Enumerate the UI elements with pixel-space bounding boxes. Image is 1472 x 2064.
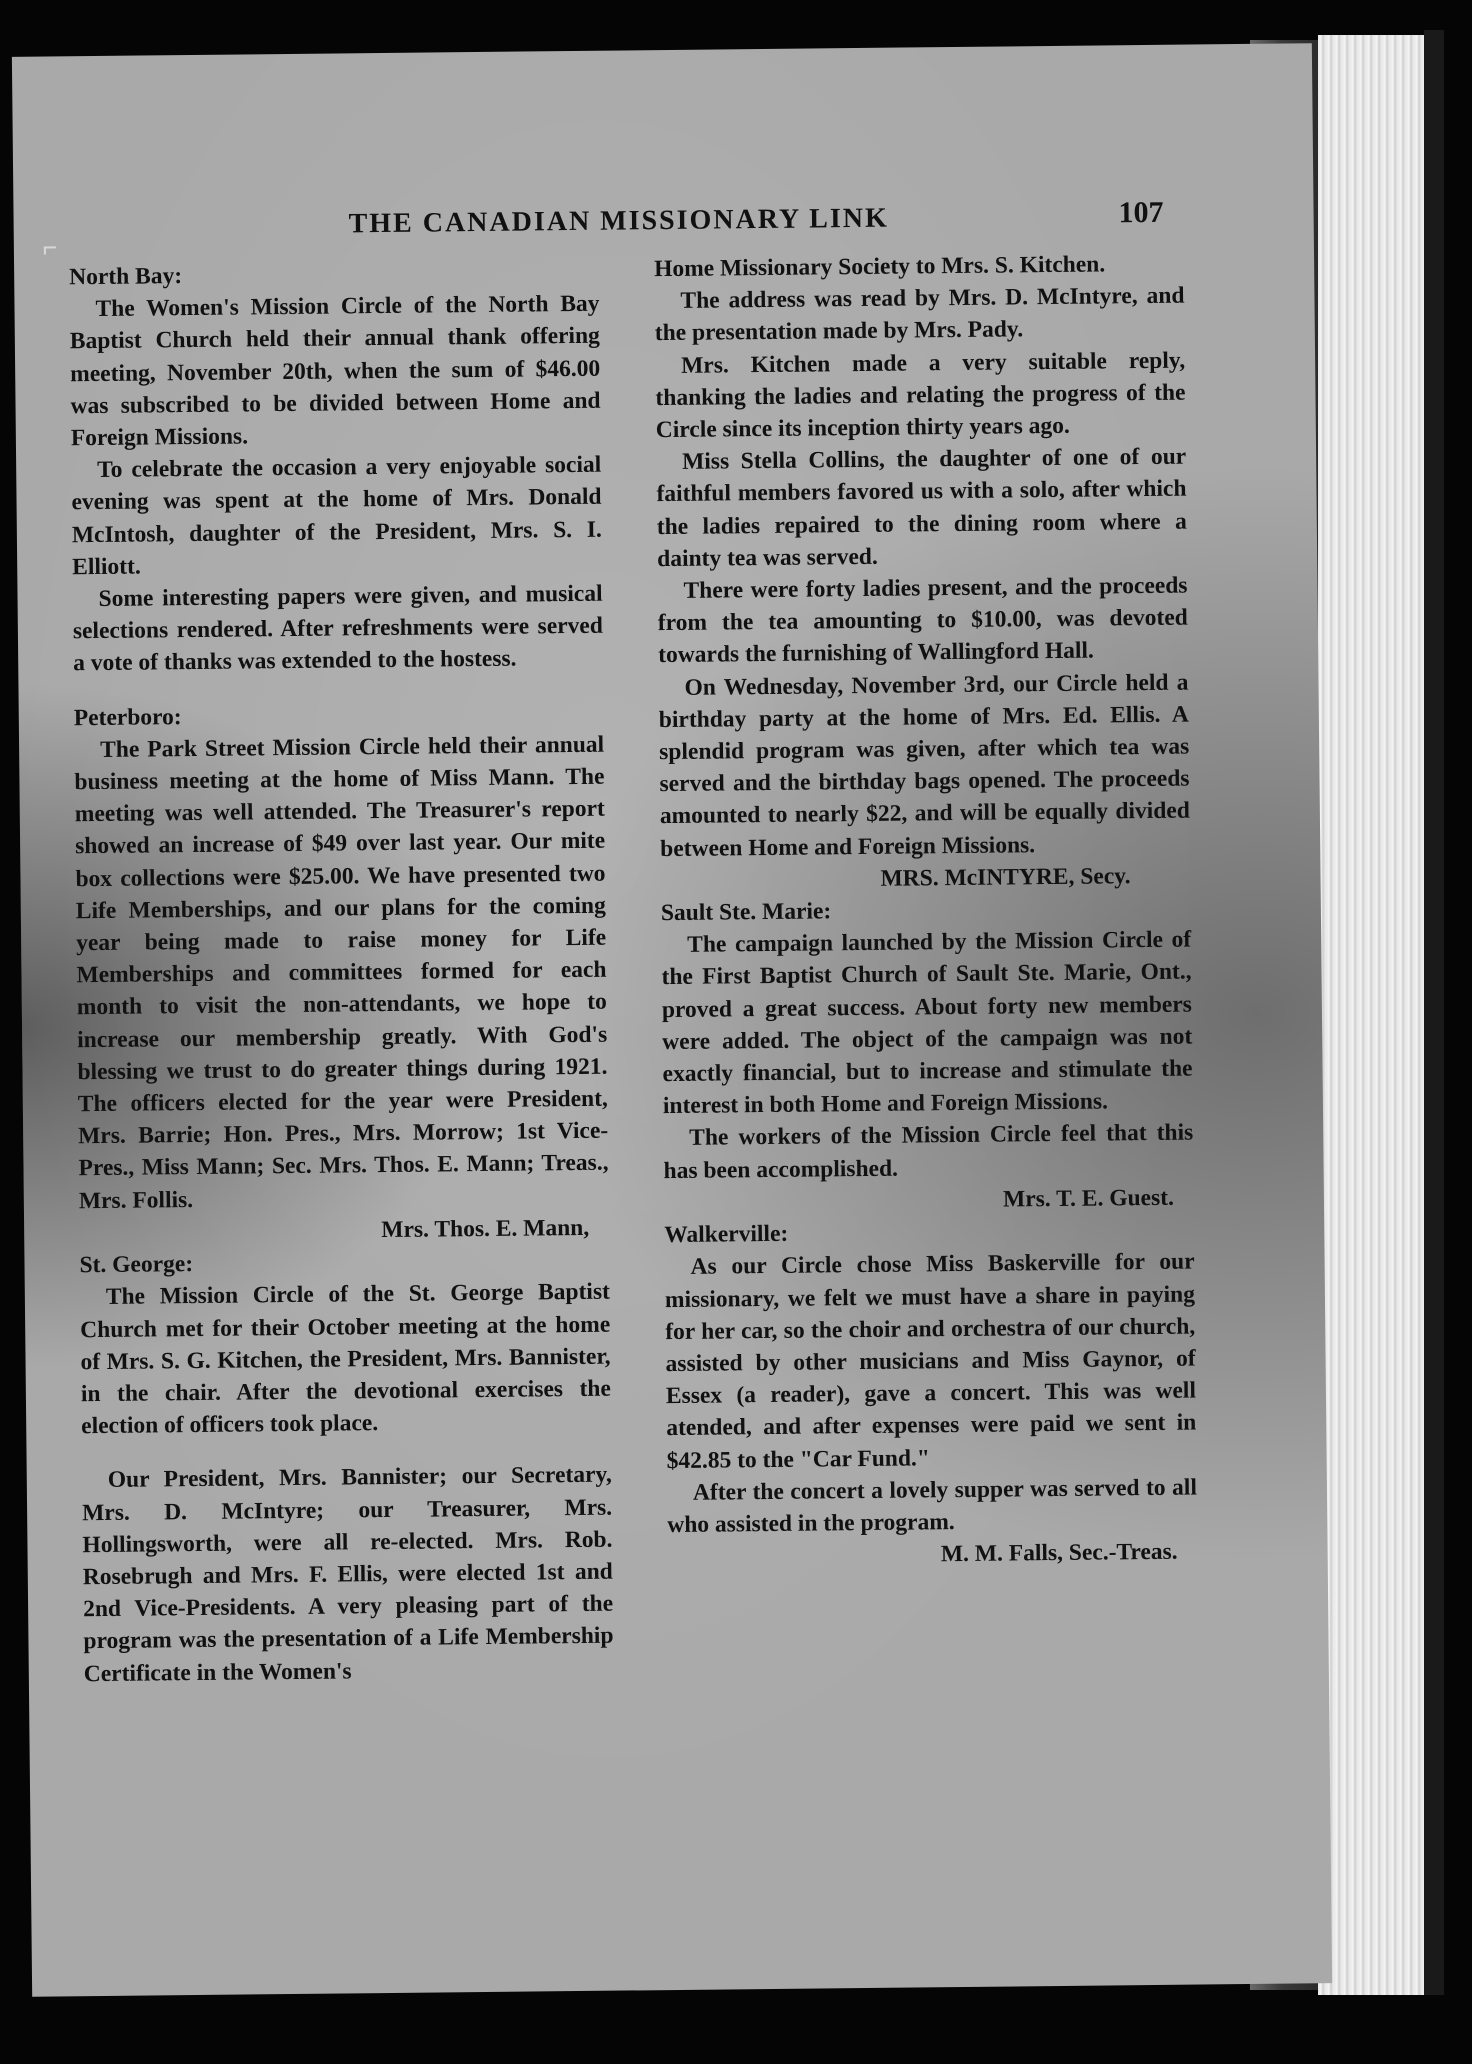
page-paper: [12, 43, 1332, 1997]
paragraph: There were forty ladies present, and the proceeds from the tea amounting to $10.00, was devoted towards the furnishing of Wallingford Hall.: [657, 572, 1188, 669]
running-head: [68, 195, 1188, 252]
paragraph: Miss Stella Collins, the daughter of one of our faithful members favored us with a solo, after which the ladies repaired to the dining room where a dainty tea was served.: [656, 443, 1187, 572]
paragraph: The address was read by Mrs. D. McIntyre, and the presentation made by Mrs. Pady.: [654, 282, 1185, 347]
section-heading-st-george: St. George:: [79, 1251, 194, 1279]
page-edges: [1318, 35, 1424, 1995]
section-heading-peterboro: Peterboro:: [73, 703, 182, 731]
paragraph: Some interesting papers were given, and musical selections rendered. After refreshments were served a vote of thanks was extended to the hostess.: [72, 580, 604, 677]
paragraph: Our President, Mrs. Bannister; our Secretary, Mrs. D. McIntyre; our Treasurer, Mrs. Hollingsworth, were all re-elected. Mrs. Rob. Rosebrugh and Mrs. F. Ellis, were elected 1st and 2nd Vice-Presidents. A very pleasing part of the program was the presentation of a Life Membership Certificate in the Women's: [81, 1461, 614, 1687]
paragraph: The workers of the Mission Circle feel that this has been accomplished.: [663, 1120, 1194, 1184]
right-column: [654, 248, 1198, 1574]
paragraph: The Park Street Mission Circle held their annual business meeting at the home of Miss Mann. The meeting was well attended. The Treasurer's report showed an increase of $49 over last year. Our mite box collections were $25.00. We have presented two Life Memberships, and our plans for the coming year being made to raise money for Life Memberships and committees formed for each month to visit the non-attendants, we hope to increase our membership greatly. With God's blessing we trust to do greater things during 1921. The officers elected for the year were President, Mrs. Barrie; Hon. Pres., Mrs. Morrow; 1st Vice-Pres., Miss Mann; Sec. Mrs. Thos. E. Mann; Treas., Mrs. Follis.: [74, 731, 609, 1214]
section-heading-north-bay: North Bay:: [69, 263, 183, 291]
page-number: 107: [1118, 195, 1164, 230]
running-title: THE CANADIAN MISSIONARY LINK: [348, 202, 889, 240]
paragraph: Mrs. Kitchen made a very suitable reply, thanking the ladies and relating the progress of the Circle since its inception thirty years ago.: [655, 347, 1186, 444]
page-content: [68, 140, 1207, 1952]
section-heading-walkerville: Walkerville:: [664, 1220, 789, 1249]
paragraph: As our Circle chose Miss Baskerville for our missionary, we felt we must have a share in paying for her car, so the choir and orchestra of our church, assisted by other musicians and Miss Gaynor, of Essex (a reader), gave a concert. This was well atended, and after expenses were paid we sent in $42.85 to the "Car Fund.": [664, 1248, 1197, 1474]
paragraph: The Women's Mission Circle of the North Bay Baptist Church held their annual thank offering meeting, November 20th, when the sum of $46.00 was subscribed to be divided between Home and Foreign Missions.: [69, 290, 601, 452]
signature-falls: M. M. Falls, Sec.-Treas.: [940, 1538, 1178, 1568]
paragraph: After the concert a lovely supper was served to all who assisted in the program.: [667, 1474, 1198, 1538]
signature-peterboro: Mrs. Thos. E. Mann,: [381, 1214, 590, 1243]
paragraph: On Wednesday, November 3rd, our Circle held a birthday party at the home of Mrs. Ed. Ellis. A splendid program was given, after which tea was served and the birthday bags opened. The proceeds amounted to nearly $22, and will be equally divided between Home and Foreign Missions.: [658, 669, 1190, 862]
section-heading-sault-ste-marie: Sault Ste. Marie:: [660, 898, 832, 927]
page-edges-shadow: [1424, 30, 1444, 1995]
signature-mcintyre: MRS. McINTYRE, Secy.: [880, 863, 1131, 892]
corner-mark: [44, 246, 56, 254]
signature-guest: Mrs. T. E. Guest.: [1002, 1184, 1175, 1213]
paragraph: The Mission Circle of the St. George Baptist Church met for their October meeting at the home of Mrs. S. G. Kitchen, the President, Mrs. Bannister, in the chair. After the devotional exercises the election of officers took place.: [80, 1278, 611, 1440]
left-column: [69, 256, 614, 1690]
paragraph: The campaign launched by the Mission Circle of the First Baptist Church of Sault Ste. Marie, Ont., proved a great success. About forty new members were added. The object of the campaign was not exactly financial, but to increase and stimulate the interest in both Home and Foreign Missions.: [661, 926, 1193, 1120]
paragraph-continued: Home Missionary Society to Mrs. S. Kitchen.: [654, 251, 1106, 283]
paragraph: To celebrate the occasion a very enjoyable social evening was spent at the home of Mrs. Donald McIntosh, daughter of the President, Mrs. S. I. Elliott.: [71, 451, 602, 581]
